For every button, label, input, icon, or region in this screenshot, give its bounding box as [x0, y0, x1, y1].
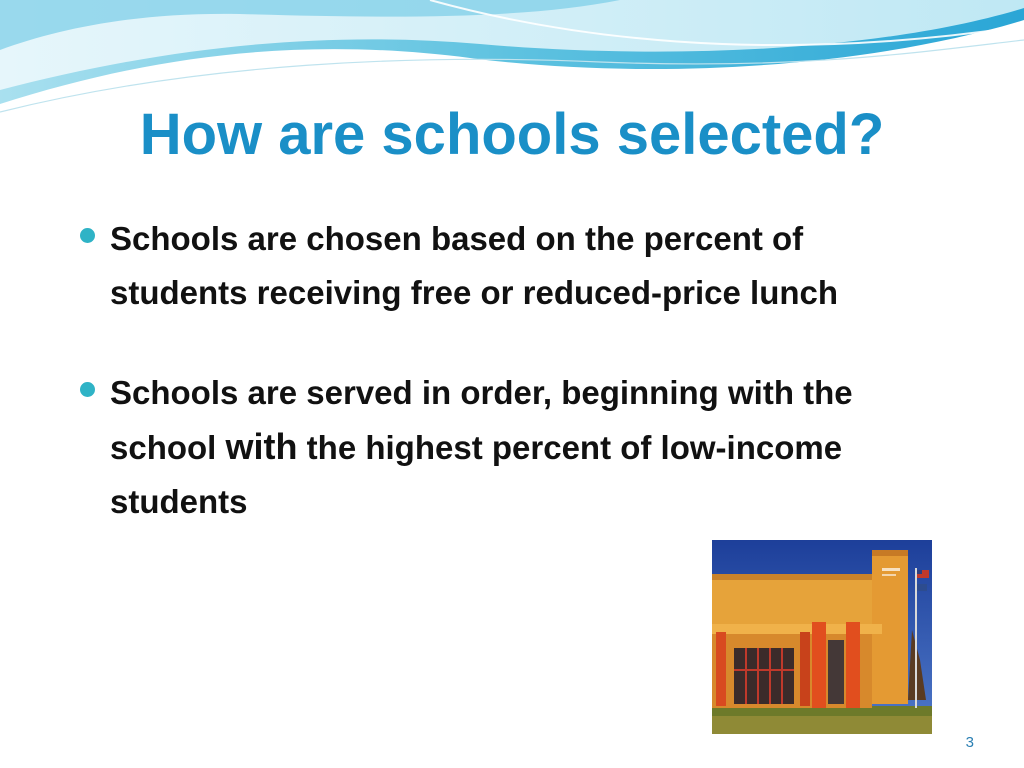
- bullet-list: [78, 212, 948, 529]
- bullet-item-selection-criteria: [78, 212, 948, 320]
- bullet-text-part: the highest percent of low-income students: [110, 429, 843, 520]
- bullet-text-part: Schools are served in order, beginning with the school: [110, 374, 853, 466]
- bullet-text-emphasis: with: [225, 426, 298, 467]
- bullet-text: Schools are chosen based on the percent of students receiving free or reduced-price lunch: [110, 220, 839, 311]
- page-number: 3: [965, 734, 974, 751]
- slide-title: How are schools selected?: [139, 102, 885, 167]
- school-building-photo: [712, 540, 932, 734]
- bullet-text: [110, 374, 853, 520]
- bullet-marker-icon: [80, 382, 95, 397]
- bullet-item-service-order: [78, 366, 948, 529]
- bullet-marker-icon: [80, 228, 95, 243]
